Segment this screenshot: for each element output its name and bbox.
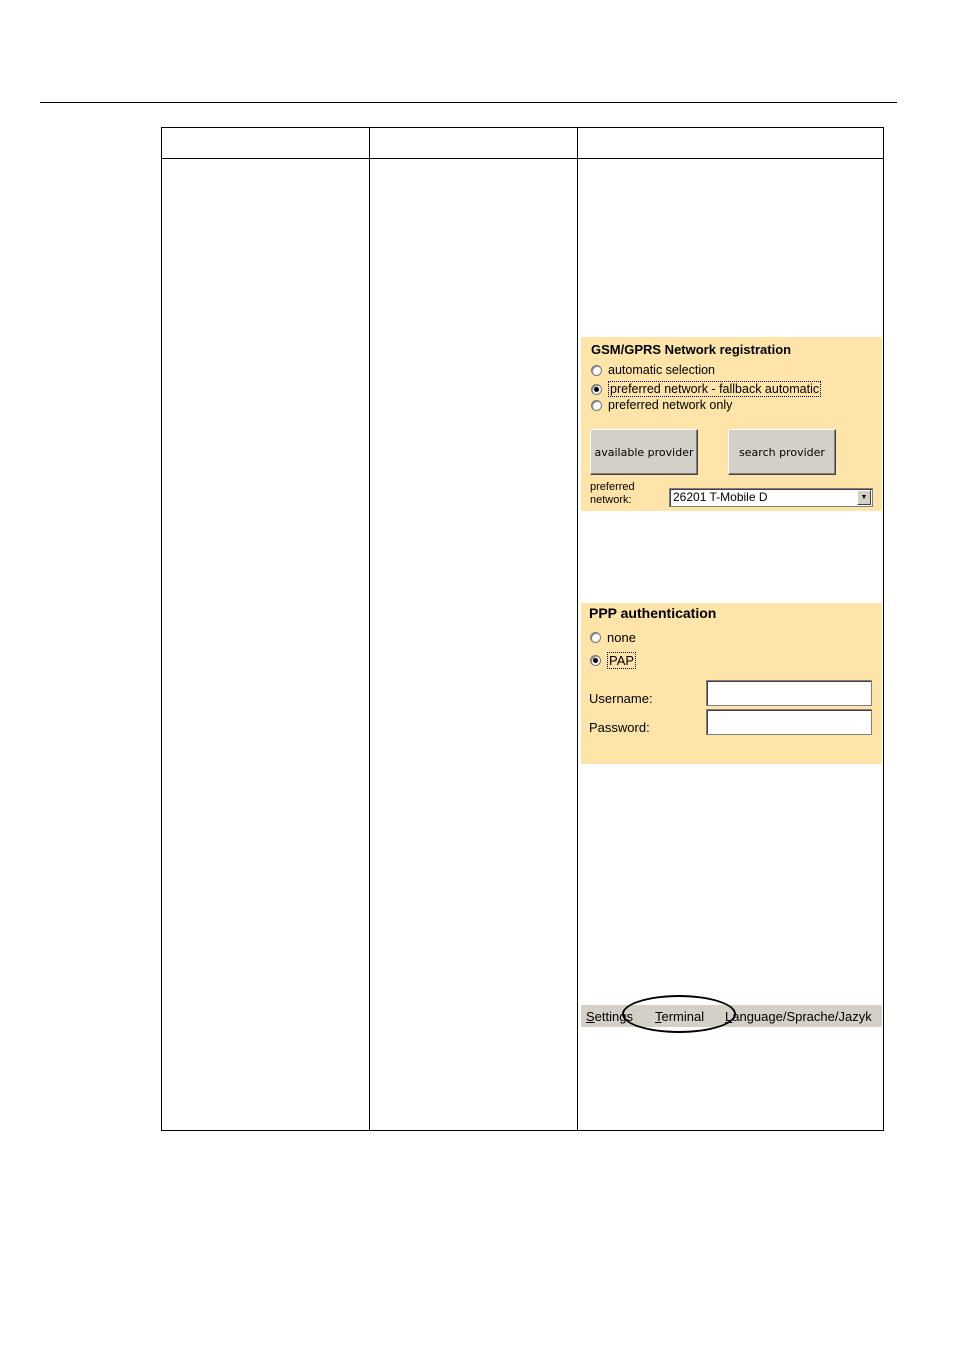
- search-provider-button[interactable]: search provider: [728, 429, 836, 475]
- header-rule: [40, 102, 897, 103]
- menu-language-label: anguage/Sprache/Jazyk: [732, 1009, 872, 1024]
- menu-language[interactable]: [725, 1009, 872, 1024]
- radio-button-checked[interactable]: [591, 384, 602, 395]
- username-field[interactable]: [706, 680, 872, 706]
- menu-terminal-accelerator: T: [655, 1009, 662, 1024]
- username-label: Username:: [589, 691, 653, 706]
- menu-terminal[interactable]: [655, 1009, 704, 1024]
- radio-label: none: [607, 630, 636, 645]
- table-column-rule-2: [577, 128, 578, 1130]
- menu-bar: [581, 1005, 882, 1027]
- radio-label: preferred network only: [608, 398, 733, 412]
- ppp-authentication-panel: [581, 603, 882, 764]
- radio-label: PAP: [609, 653, 635, 668]
- radio-preferred-only[interactable]: [591, 398, 732, 412]
- menu-settings-accelerator: S: [586, 1009, 595, 1024]
- password-label: Password:: [589, 720, 650, 735]
- radio-button[interactable]: [590, 632, 601, 643]
- menu-settings-label: ettings: [594, 1009, 633, 1024]
- gsm-panel-title: GSM/GPRS Network registration: [591, 342, 792, 357]
- available-provider-button[interactable]: available provider: [590, 429, 698, 475]
- radio-preferred-fallback[interactable]: [591, 381, 821, 397]
- preferred-label-line2: network:: [590, 494, 632, 506]
- menu-language-accelerator: L: [725, 1009, 733, 1024]
- ppp-panel-title: PPP authentication: [589, 605, 717, 621]
- menu-terminal-label: erminal: [661, 1009, 705, 1024]
- preferred-network-value: 26201 T-Mobile D: [673, 490, 768, 504]
- preferred-label-line1: preferred: [590, 481, 635, 493]
- radio-label: preferred network - fallback automatic: [610, 382, 820, 396]
- menu-settings[interactable]: [586, 1009, 633, 1024]
- preferred-network-label: [590, 481, 635, 507]
- dropdown-arrow-icon[interactable]: ▼: [857, 490, 871, 505]
- radio-button[interactable]: [591, 365, 602, 376]
- preferred-network-select[interactable]: [669, 488, 873, 507]
- table-header-rule: [162, 158, 883, 159]
- radio-button[interactable]: [591, 400, 602, 411]
- gsm-registration-panel: [581, 337, 882, 511]
- radio-label: automatic selection: [608, 363, 716, 377]
- table-column-rule-1: [369, 128, 370, 1130]
- password-field[interactable]: [706, 709, 872, 735]
- radio-none[interactable]: [590, 630, 636, 645]
- radio-button-checked[interactable]: [590, 655, 601, 666]
- radio-pap[interactable]: [590, 652, 636, 669]
- radio-automatic-selection[interactable]: [591, 363, 715, 377]
